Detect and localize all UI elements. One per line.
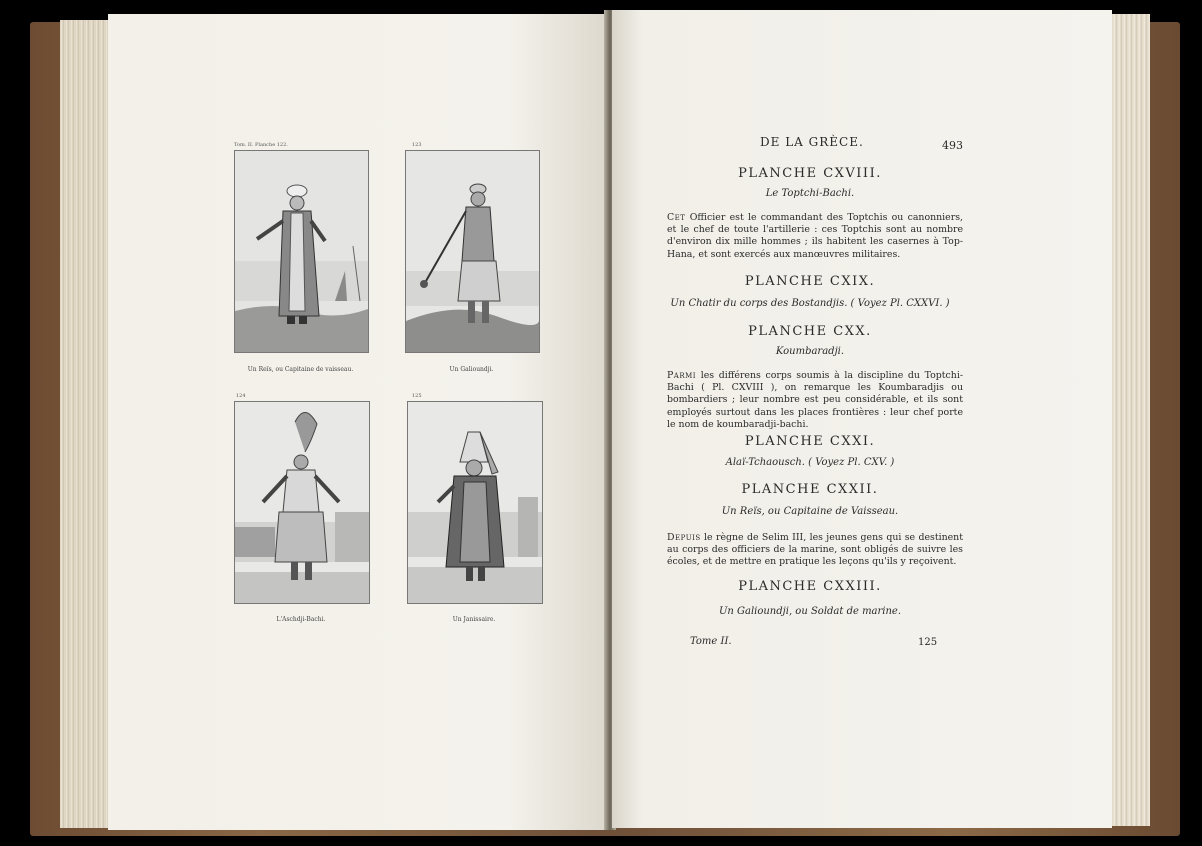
section-heading: PLANCHE CXVIII.	[738, 166, 882, 181]
paragraph-text: Officier est le commandant des Toptchis ou canonniers, et le chef de toute l'artillerie : ces Toptchis sont au nombre d'environ dix mille hommes ; ils habitent les casernes à Top-Hana, et sont exercés aux manœuvres militaires.	[667, 212, 963, 260]
paragraph	[667, 532, 963, 569]
footer-volume: Tome II.	[690, 636, 732, 647]
paragraph-lead: Cet	[667, 212, 686, 223]
page-edges-right	[1108, 14, 1150, 826]
section-heading: PLANCHE CXIX.	[744, 274, 876, 289]
paragraph	[667, 212, 963, 261]
section-subtitle: Un Galioundji, ou Soldat de marine.	[718, 606, 902, 617]
section-subtitle: Alaï-Tchaousch. ( Voyez Pl. CXV. )	[725, 457, 895, 468]
section-subtitle: Un Reïs, ou Capitaine de Vaisseau.	[721, 506, 899, 517]
paragraph-text: les différens corps soumis à la discipline du Toptchi-Bachi ( Pl. CXVIII ), on remarque les Koumbaradjis ou bombardiers ; leur nombre est peu considérable, et ils sont employés surtout dans les places frontières : leur chef porte le nom de koumbaradji-bachi.	[667, 370, 963, 430]
paragraph-lead: Parmi	[667, 370, 697, 381]
plate-caption: Un Galioundji.	[449, 366, 494, 373]
running-head: DE LA GRÈCE.	[760, 135, 864, 149]
paragraph-text: le règne de Selim III, les jeunes gens qui se destinent au corps des officiers de la marine, sont obligés de suivre les écoles, et de mettre en pratique les leçons qu'ils y reçoivent.	[667, 532, 963, 568]
section-subtitle: Koumbaradji.	[775, 346, 845, 357]
plate-number: Tom. II. Planche 122.	[234, 142, 288, 148]
section-heading: PLANCHE CXXI.	[744, 434, 876, 449]
paragraph	[667, 370, 963, 431]
section-subtitle: Le Toptchi-Bachi.	[765, 188, 855, 199]
engraving-galioundji	[405, 150, 540, 353]
section-heading: PLANCHE CXXIII.	[738, 579, 882, 594]
engraving-aschdji-bachi	[234, 401, 370, 604]
plate-number: 124	[236, 393, 246, 399]
section-heading: PLANCHE CXX.	[748, 324, 872, 339]
plate-caption: Un Janissaire.	[452, 616, 496, 623]
section-subtitle: Un Chatir du corps des Bostandjis. ( Voyez Pl. CXXVI. )	[670, 298, 950, 309]
engraving-reis	[234, 150, 369, 353]
plate-number: 125	[412, 393, 422, 399]
plate-number: 123	[412, 142, 422, 148]
footer-signature: 125	[918, 637, 938, 648]
page-number: 493	[942, 139, 963, 152]
section-heading: PLANCHE CXXII.	[741, 482, 879, 497]
engraving-janissaire	[407, 401, 543, 604]
plate-caption: L'Aschdji-Bachi.	[276, 616, 326, 623]
page-edges-left	[60, 20, 115, 828]
plate-caption: Un Reïs, ou Capitaine de vaisseau.	[247, 366, 354, 373]
paragraph-lead: Depuis	[667, 532, 701, 543]
